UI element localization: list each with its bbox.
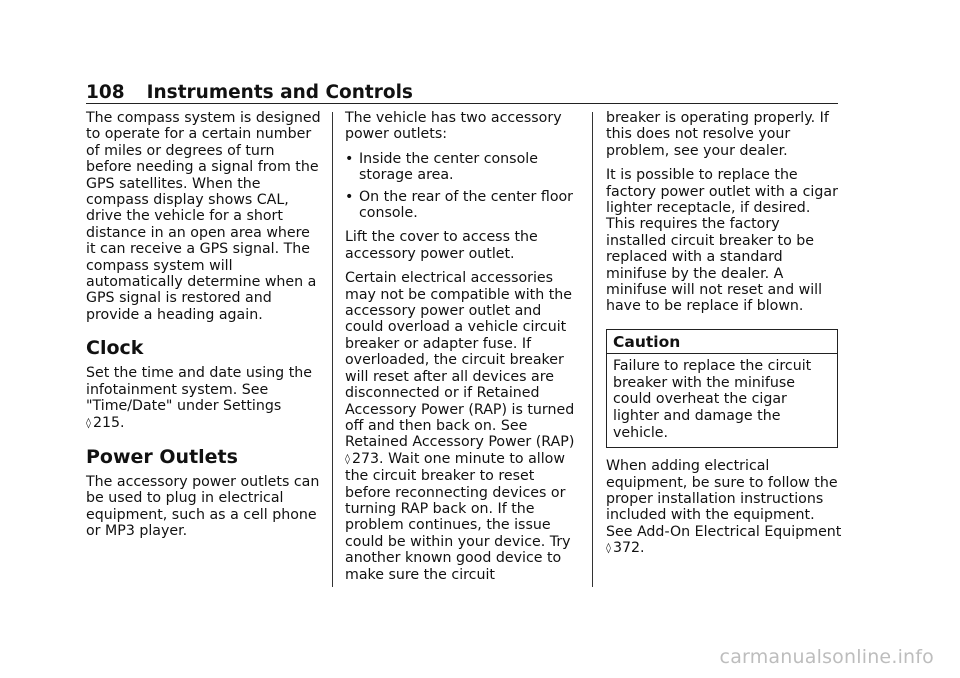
continued-paragraph: breaker is operating properly. If this does not resolve your problem, see your dealer. [606,110,829,159]
page-number: 108 [86,82,125,103]
watermark: carmanualsonline.info [719,646,934,668]
caution-box [606,329,838,448]
list-item: • Inside the center console storage area. [345,151,581,184]
rap-page-link[interactable]: 273. [351,450,384,467]
column-divider-1 [332,112,333,587]
addon-page-link[interactable]: 372. [612,540,645,557]
compass-paragraph: The compass system is designed to operate for a certain number of miles or degrees of turn before needing a signal from the GPS satellites. When the compass display shows CAL, drive the vehicle for a short distance in an open area where it can receive a GPS signal. The compass system will automatically determine when a GPS signal is restored and provide a heading again. [86,110,321,323]
power-outlets-paragraph: The accessory power outlets can be used to plug in electrical equipment, such as a cell phone or MP3 player. [86,473,320,540]
column-3 [606,110,842,566]
compatibility-text: Certain electrical accessories may not be compatible with the accessory power outlet and could overload a vehicle circuit breaker or adapter fuse. If overloaded, the circuit breaker will reset after all devices are disconnected or if Retained Accessory Power (RAP) is turned off and then back on. See Retained Accessory Power (RAP) [345,270,575,451]
clock-paragraph [86,365,322,432]
compatibility-text-cont: Wait one minute to allow the circuit breaker to reset before reconnecting devices or turning RAP back on. If the problem continues, the issue could be within your device. Try another known good device to make sure the circuit [345,450,571,583]
header-rule [86,103,838,104]
caution-text: Failure to replace the circuit breaker with the minifuse could overheat the cigar lighter and damage the vehicle. [613,358,812,441]
column-1 [86,110,322,548]
caution-title: Caution [607,330,837,354]
page-header [86,82,838,103]
list-item: • On the rear of the center floor console. [345,189,581,222]
adding-equipment-paragraph [606,458,842,557]
compatibility-paragraph [345,270,581,583]
column-divider-2 [592,112,593,587]
section-title: Instruments and Controls [146,82,413,103]
column-2 [345,110,581,591]
clock-text: Set the time and date using the infotainment system. See "Time/Date" under Settings [86,365,312,415]
replace-outlet-paragraph: It is possible to replace the factory power outlet with a cigar lighter receptacle, if desired. This requires the factory installed circuit breaker to be replaced with a standard minifuse by the dealer. A minifuse will not reset and will have to be replace if blown. [606,167,838,315]
power-outlets-heading: Power Outlets [86,445,238,468]
clock-page-link[interactable]: 215. [92,414,125,431]
outlets-intro: The vehicle has two accessory power outlets: [345,110,562,143]
clock-heading: Clock [86,337,144,360]
page-ref-icon: ◊ [345,453,350,465]
adding-text: When adding electrical equipment, be sure to follow the proper installation instructions included with the equipment. See Add-On Electrical Equipment [606,458,842,540]
page-ref-icon: ◊ [86,417,91,429]
outlet-location-list [345,151,581,222]
lift-cover-paragraph: Lift the cover to access the accessory power outlet. [345,229,538,262]
page-ref-icon: ◊ [606,543,611,555]
